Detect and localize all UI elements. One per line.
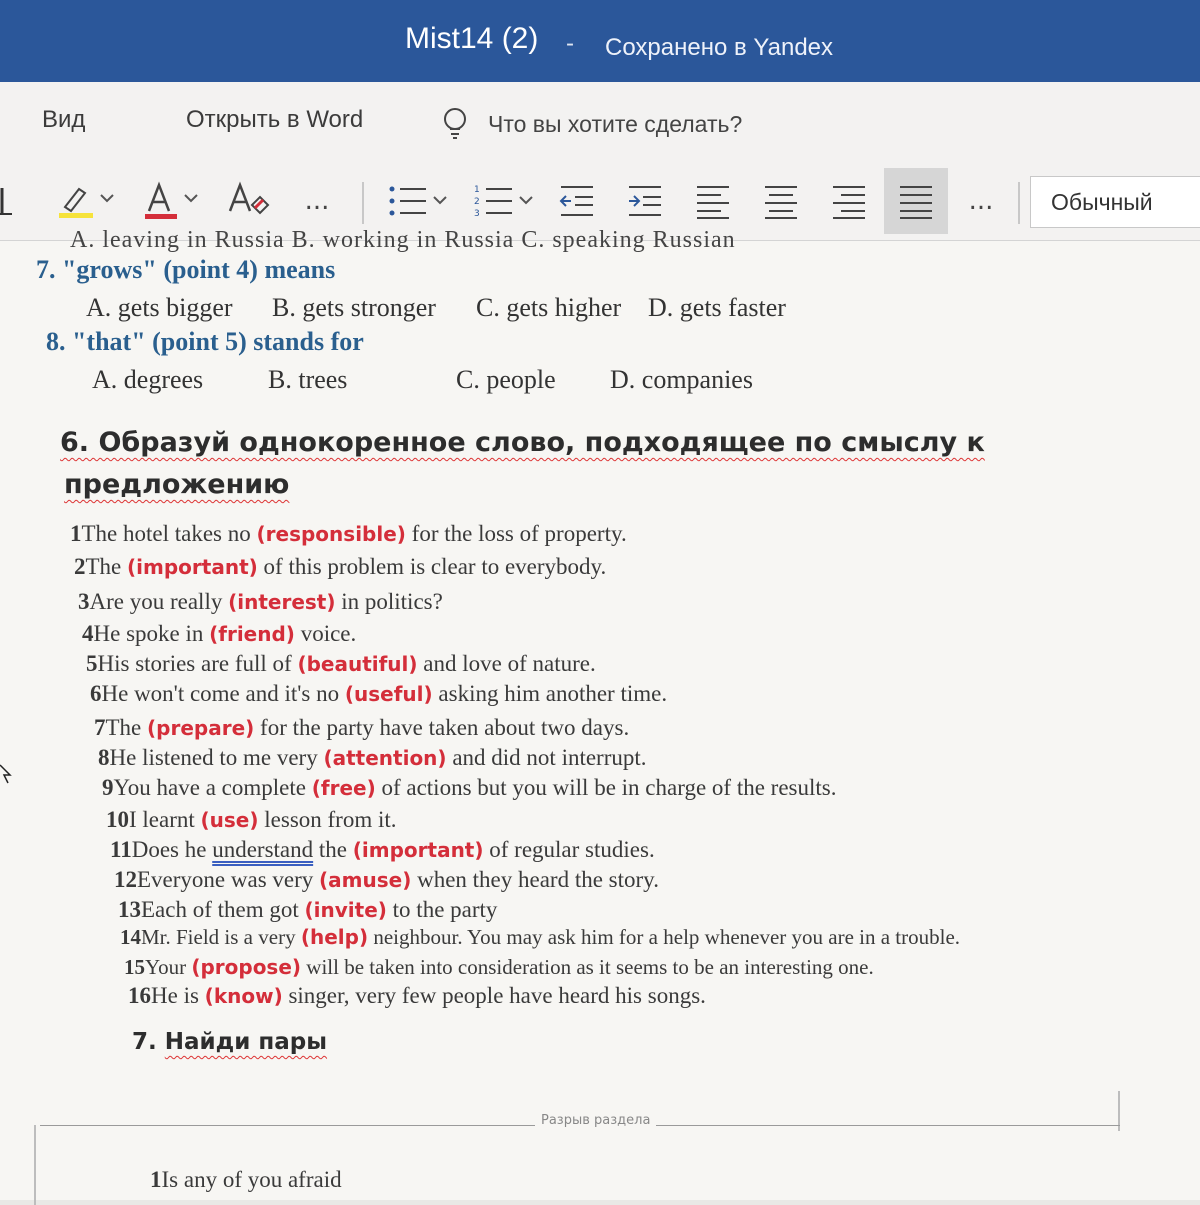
align-center-icon [761,181,801,221]
bullets-icon [386,181,452,221]
list-item: 9You have a complete (free) of actions but you will be in charge of the results. [102,775,837,800]
title-separator: - [566,30,574,57]
list-item: 11Does he understand the (important) of regular studies. [110,837,655,862]
question-7-options [0,293,1200,327]
svg-text:2: 2 [474,197,480,207]
save-status: Сохранено в Yandex [605,34,834,61]
justify-button[interactable] [884,168,948,234]
list-item: 5His stories are full of (beautiful) and love of nature. [86,651,596,676]
tell-me-search[interactable] [440,104,742,144]
cut-off-options-line: A. leaving in Russia B. working in Russia C. speaking Russian [70,227,736,253]
list-item: 10I learnt (use) lesson from it. [106,807,397,832]
list-item: 13Each of them got (invite) to the party [118,897,498,922]
ribbon-cut-off-icon [0,178,14,224]
decrease-indent-button[interactable] [554,178,600,224]
question-8 [46,327,364,357]
section-7-number: 7. [132,1029,157,1055]
section-6-heading-cont [64,469,289,500]
mouse-cursor-icon [0,761,14,785]
numbering-icon [472,181,538,221]
more-format-button[interactable]: ... [304,186,330,216]
question-number: 8. [46,327,66,356]
menu-view[interactable]: Вид [42,106,86,133]
page-margin-left [34,1125,36,1205]
option-b: B. trees [268,365,348,394]
list-item: 6He won't come and it's no (useful) asking him another time. [90,681,668,706]
heading-line-2: предложению [64,469,290,500]
section-7-heading [132,1029,327,1055]
option-c: C. people [456,365,556,394]
highlight-icon [55,181,119,221]
next-page-line: 1Is any of you afraid [150,1167,342,1192]
list-item: 2The (important) of this problem is clear to everybody. [74,554,607,579]
section-7-title: Найди пары [164,1029,328,1055]
align-right-button[interactable] [826,178,872,224]
font-color-icon [141,181,205,221]
highlight-button[interactable] [52,178,122,224]
list-item: 8He listened to me very (attention) and did not interrupt. [98,745,647,770]
question-7 [36,255,335,285]
menu-open-in-word[interactable]: Открыть в Word [186,106,364,133]
question-number: 7. [36,255,56,284]
align-left-icon [693,181,733,221]
bullets-button[interactable] [384,178,454,224]
increase-indent-icon [625,181,665,221]
justify-icon [896,181,936,221]
font-color-button[interactable] [138,178,208,224]
option-b: B. gets stronger [272,293,436,322]
option-a: A. degrees [92,365,204,394]
option-d: D. companies [610,365,753,394]
document-page[interactable] [0,227,1200,1200]
heading-line-1: 6. Образуй однокоренное слово, подходящее по смыслу к [60,427,985,458]
style-selector[interactable]: Обычный [1030,176,1200,228]
decrease-indent-icon [557,181,597,221]
svg-text:3: 3 [474,209,480,219]
spellcheck-underlined-word: understand [212,837,314,862]
clear-formatting-button[interactable] [222,178,272,224]
document-title[interactable]: Mist14 (2) [405,22,539,55]
numbering-button[interactable] [470,178,540,224]
list-item: 3Are you really (interest) in politics? [78,589,443,614]
align-left-button[interactable] [690,178,736,224]
align-right-icon [829,181,869,221]
section-break-label: Разрыв раздела [535,1113,656,1128]
option-d: D. gets faster [648,293,786,322]
list-item: 16He is (know) singer, very few people have heard his songs. [128,983,706,1008]
question-text: "grows" (point 4) means [62,255,336,284]
list-item: 12Everyone was very (amuse) when they heard the story. [114,867,659,892]
menu-bar [0,82,1200,164]
question-8-options [0,365,1200,399]
option-a: A. gets bigger [86,293,233,322]
svg-text:1: 1 [474,185,480,195]
option-c: C. gets higher [476,293,622,322]
align-center-button[interactable] [758,178,804,224]
list-item: 4He spoke in (friend) voice. [82,621,357,646]
more-paragraph-button[interactable]: ... [968,186,994,216]
increase-indent-button[interactable] [622,178,668,224]
section-6-heading [60,427,985,458]
list-item: 7The (prepare) for the party have taken about two days. [94,715,630,740]
question-text: "that" (point 5) stands for [72,327,364,356]
list-item: 15Your (propose) will be taken into consideration as it seems to be an interesting one. [124,955,874,979]
ribbon-separator-2 [1018,182,1020,224]
tell-me-placeholder: Что вы хотите сделать? [488,110,743,137]
lightbulb-icon [440,107,470,141]
list-item: 14Mr. Field is a very (help) neighbour. You may ask him for a help whenever you are in a trouble. [120,925,961,949]
clear-formatting-icon [224,181,270,221]
list-item: 1The hotel takes no (responsible) for the loss of property. [70,521,627,546]
ribbon-separator [362,182,364,224]
title-bar [0,0,1200,82]
